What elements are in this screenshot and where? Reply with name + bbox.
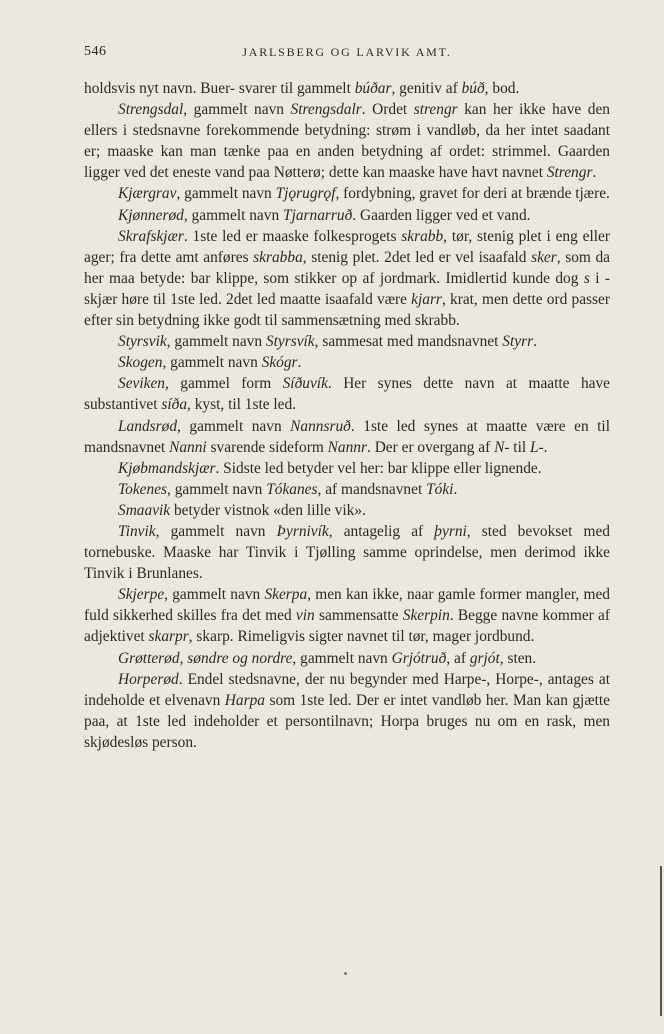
text-run: , men kan ikke, naar gamle former mangler, med fuld sikkerhed skilles fra det med [84,586,610,625]
text-run: , antagelig af [328,522,435,540]
italic-term: Kjøbmandskjær [118,459,216,477]
text-run: , bod. [484,80,520,97]
italic-term: grjót [469,649,500,667]
italic-term: Tóki [426,480,454,498]
text-run: , gammelt navn [166,333,266,351]
italic-term: Skógr [261,354,298,372]
italic-term: búðar [354,80,392,97]
italic-term: Strengr [546,164,593,182]
italic-term: Tjarnarruð [283,206,353,224]
italic-term: kjarr [411,290,442,308]
entry-paragraph [84,416,610,458]
text-run: - til [504,438,530,456]
text-run: , kyst, til 1ste led. [187,396,297,414]
body-text [84,78,610,753]
text-run: svarende sideform [206,438,328,456]
entry-paragraph [84,458,610,479]
text-run: . [297,354,302,372]
italic-term: Tókanes [266,480,318,498]
italic-term: L [529,438,539,456]
text-run: . [592,164,597,182]
entry-paragraph [84,78,610,99]
text-run: , sted bevokset med tornebuske. Maaske har Tinvik i Tjølling samme oprindelse, men derimod ikke Tinvik i Brunlanes. [84,522,610,583]
italic-term: Nanni [169,438,207,456]
text-run: . [533,333,537,351]
italic-term: Harpa [224,691,265,709]
text-run: som 1ste led. Der er intet vandløb her. Man kan gjætte paa, at 1ste led indeholder et persontilnavn; Horpa bruges nu om en rask, men skjødesløs person. [84,691,610,751]
text-run: , skarp. Rimeligvis sigter navnet til tør, mager jordbund. [188,628,535,646]
italic-term: Skogen [118,354,163,372]
text-run: , gammel form [165,375,283,393]
italic-term: Skjerpe [118,586,165,604]
entry-paragraph [84,500,610,521]
italic-term: Strengsdalr [290,101,362,119]
italic-term: Nannsruð [290,417,351,435]
text-run: . 1ste led er maaske folkesprogets [183,227,402,245]
italic-term: Smaavik [118,501,171,519]
italic-term: skarpr [148,628,189,646]
text-run: . Her synes dette navn at maatte have substantivet [84,375,610,414]
text-run: , tør, stenig plet i eng eller ager; fra dette amt anføres [84,227,610,266]
text-run: . 1ste led synes at maatte være en til mandsnavnet [84,417,610,456]
text-run: sammensatte [314,607,403,625]
entry-paragraph [84,521,610,584]
running-title: JARLSBERG OG LARVIK AMT. [242,45,452,59]
italic-term: Tinvik [118,522,156,540]
italic-term: N [494,438,505,456]
text-run: holdsvis nyt navn. Buer- svarer til gammelt [84,80,355,97]
italic-term: Styrsvík [265,333,315,351]
italic-term: Kjærgrav [118,185,177,203]
scan-edge-mark [660,866,662,1016]
italic-term: s [583,269,590,287]
entry-paragraph [84,183,610,204]
text-run: , genitiv af [391,80,462,97]
text-run: , gammelt navn [176,185,276,203]
text-run: . Sidste led betyder vel her: bar klippe eller lignende. [215,459,542,477]
entry-paragraph [84,669,610,753]
text-run: betyder vistnok «den lille vik». [170,501,366,519]
text-run: . Begge navne kommer af adjektivet [84,607,610,646]
italic-term: Skerpa [264,586,308,604]
italic-term: Grøtterød, søndre og nordre [118,649,293,667]
text-run: i -skjær høre til 1ste led. 2det led maatte isaafald være [84,269,610,308]
text-run: kan her ikke have den ellers i stedsnavne forekommende betydning: strøm i vandløb, da her intet saadant er; maaske kan man tænke paa en anden betydning af ordet: strimmel. Gaarden ligger ved det eneste vand paa Nøtterø; dette kan maaske have havt navnet [84,101,610,182]
italic-term: Tokenes [118,480,168,498]
text-run: , gammelt navn [183,206,284,224]
italic-term: síða [161,396,188,414]
italic-term: Kjønnerød [118,206,184,224]
text-run: , fordybning, gravet for deri at brænde tjære. [335,185,610,203]
italic-term: skrabba [253,248,303,266]
text-run: . Endel stedsnavne, der nu begynder med Harpe-, Horpe-, antages at indeholde et elvenavn [84,670,610,709]
italic-term: sker [531,248,557,266]
text-run: , stenig plet. 2det led er vel isaafald [302,248,532,266]
entry-paragraph [84,584,610,647]
italic-term: þyrni [434,522,467,540]
italic-term: Skerpin [402,607,450,625]
italic-term: Styrr [502,333,534,351]
entry-paragraph [84,226,610,331]
text-run: , gammelt navn [167,480,267,498]
text-run: , gammelt navn [164,586,265,604]
text-run: , gammelt navn [162,354,262,372]
text-run: , krat, men dette ord passer efter sin betydning ikke godt til sammensætning med skrabb. [84,290,610,330]
entry-paragraph [84,352,610,373]
text-run: , sten. [499,649,537,667]
text-run: , af [446,649,470,667]
text-run: . Ordet [361,101,414,119]
italic-term: Styrsvik [118,333,167,351]
italic-term: búð [461,80,485,97]
italic-term: Landsrød [118,417,178,435]
italic-term: Þyrnivík [276,522,329,540]
text-run: . [453,480,458,498]
page-number: 546 [84,44,107,59]
italic-term: Strengsdal [118,101,184,119]
italic-term: Grjótruð [391,649,447,667]
entry-paragraph [84,479,610,500]
italic-term: Horperød [118,670,179,688]
entry-paragraph [84,99,610,183]
running-head [84,44,610,64]
italic-term: Síðuvík [282,375,328,393]
text-run: , gammelt navn [155,522,277,540]
text-run: -. [538,438,548,456]
entry-paragraph [84,205,610,226]
text-run: , gammelt navn [183,101,291,119]
entry-paragraph [84,331,610,352]
text-run: . Gaarden ligger ved et vand. [352,206,531,224]
italic-term: Seviken [118,375,165,393]
italic-term: skrabb [401,227,444,245]
text-run: , gammelt navn [292,649,392,667]
print-speck [344,972,347,975]
entry-paragraph [84,648,610,669]
italic-term: Skrafskjær [118,227,184,245]
entry-paragraph [84,373,610,415]
text-run: , gammelt navn [177,417,291,435]
italic-term: strengr [413,101,458,119]
text-run: . Der er overgang af [367,438,495,456]
text-run: , sammesat med mandsnavnet [314,333,503,351]
italic-term: Nannr [327,438,367,456]
italic-term: vin [295,607,315,625]
text-run: , af mandsnavnet [317,480,427,498]
italic-term: Tjǫrugrǫf [275,185,336,203]
text-run: , som da her maa betyde: bar klippe, som stikker op af jordmark. Imidlertid kunde dog [84,248,610,287]
